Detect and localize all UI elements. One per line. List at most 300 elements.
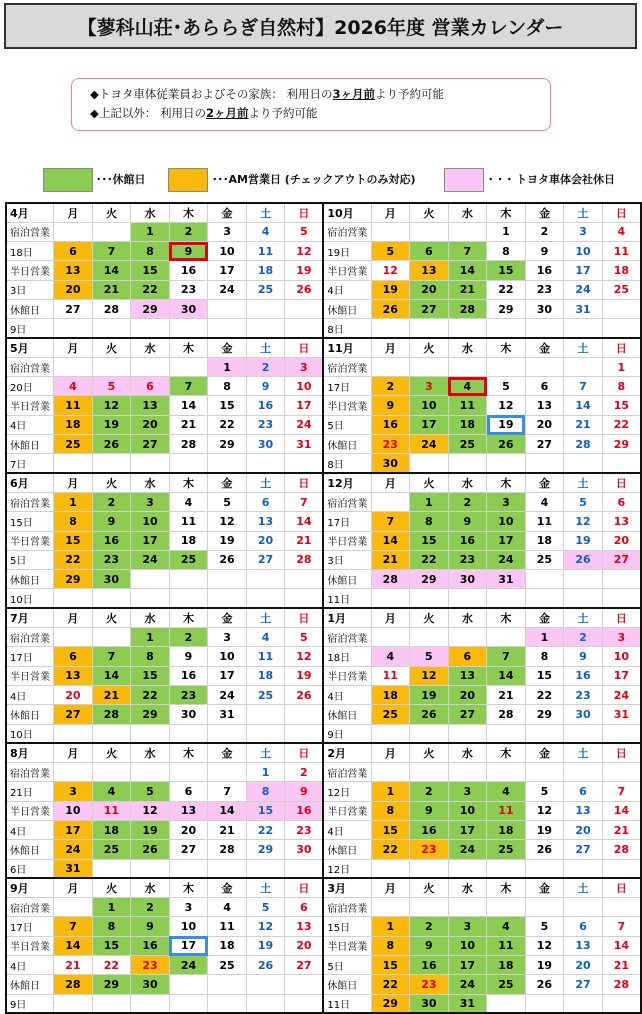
weekday-header: 水	[131, 608, 170, 627]
day-cell: 2	[371, 377, 410, 396]
day-cell: 2	[564, 628, 603, 647]
legend-am-swatch	[168, 168, 208, 192]
day-cell: 3	[564, 222, 603, 241]
day-cell: 14	[371, 531, 410, 550]
day-cell: 5	[371, 242, 410, 261]
empty-cell	[448, 859, 487, 878]
empty-cell	[487, 589, 526, 608]
day-cell: 30	[410, 994, 449, 1013]
day-cell: 18	[246, 261, 285, 280]
empty-cell	[131, 589, 170, 608]
day-cell: 6	[602, 492, 641, 511]
empty-cell	[487, 357, 526, 376]
day-cell: 8	[602, 377, 641, 396]
empty-cell	[602, 994, 641, 1013]
empty-cell	[131, 724, 170, 743]
day-cell: 29	[487, 299, 526, 318]
day-cell: 26	[246, 956, 285, 975]
empty-cell	[285, 589, 324, 608]
reservation-notice	[71, 78, 551, 131]
empty-cell	[371, 589, 410, 608]
day-cell: 21	[92, 280, 131, 299]
day-cell: 3	[208, 222, 247, 241]
day-cell: 23	[92, 550, 131, 569]
day-cell: 29	[208, 435, 247, 454]
weekday-header: 土	[246, 473, 285, 492]
row-label: 8日	[323, 319, 371, 338]
day-cell: 21	[54, 956, 93, 975]
empty-cell	[371, 319, 410, 338]
day-cell: 15	[371, 956, 410, 975]
empty-cell	[525, 357, 564, 376]
day-cell: 24	[448, 975, 487, 994]
empty-cell	[410, 763, 449, 782]
row-label: 休館日	[323, 840, 371, 859]
legend-am-label: ･･･AM営業日 (チェックアウトのみ対応)	[212, 173, 416, 186]
empty-cell	[410, 454, 449, 473]
empty-cell	[246, 454, 285, 473]
weekday-header: 月	[54, 473, 93, 492]
day-cell: 7	[371, 512, 410, 531]
day-cell: 15	[525, 666, 564, 685]
weekday-header: 月	[54, 338, 93, 357]
row-label: 9日	[323, 724, 371, 743]
day-cell: 5	[525, 782, 564, 801]
day-cell: 15	[208, 396, 247, 415]
empty-cell	[54, 628, 93, 647]
day-cell: 29	[525, 705, 564, 724]
day-cell: 23	[131, 956, 170, 975]
day-cell: 30	[371, 454, 410, 473]
empty-cell	[448, 763, 487, 782]
row-label: 宿泊営業	[323, 898, 371, 917]
day-cell: 31	[448, 994, 487, 1013]
day-cell: 1	[525, 628, 564, 647]
weekday-header: 日	[285, 203, 324, 222]
empty-cell	[169, 357, 208, 376]
weekday-header: 火	[92, 473, 131, 492]
day-cell: 29	[92, 975, 131, 994]
weekday-header: 日	[285, 743, 324, 762]
day-cell: 28	[208, 840, 247, 859]
day-cell: 17	[285, 396, 324, 415]
day-cell: 31	[54, 859, 93, 878]
day-cell: 28	[371, 570, 410, 589]
empty-cell	[564, 859, 603, 878]
day-cell: 24	[487, 550, 526, 569]
legend-closed-swatch	[43, 168, 93, 192]
day-cell: 27	[448, 705, 487, 724]
row-label: 半日営業	[6, 531, 54, 550]
day-cell: 10	[410, 396, 449, 415]
day-cell: 13	[54, 261, 93, 280]
row-label: 4日	[323, 685, 371, 704]
day-cell: 22	[92, 956, 131, 975]
day-cell: 16	[246, 396, 285, 415]
row-label: 5日	[323, 415, 371, 434]
empty-cell	[54, 357, 93, 376]
day-cell: 4	[92, 782, 131, 801]
day-cell: 16	[410, 956, 449, 975]
weekday-header: 金	[525, 473, 564, 492]
day-cell: 1	[54, 492, 93, 511]
day-cell: 20	[525, 415, 564, 434]
row-label: 休館日	[6, 435, 54, 454]
day-cell: 29	[410, 570, 449, 589]
row-label: 宿泊営業	[6, 357, 54, 376]
day-cell: 25	[487, 975, 526, 994]
day-cell: 16	[285, 801, 324, 820]
day-cell: 5	[246, 898, 285, 917]
row-label: 10日	[6, 724, 54, 743]
day-cell: 13	[525, 396, 564, 415]
weekday-header: 水	[131, 473, 170, 492]
empty-cell	[54, 319, 93, 338]
day-cell: 13	[410, 261, 449, 280]
day-cell: 14	[92, 666, 131, 685]
row-label: 休館日	[6, 570, 54, 589]
row-label: 5日	[6, 550, 54, 569]
empty-cell	[448, 454, 487, 473]
day-cell: 29	[54, 570, 93, 589]
day-cell: 5	[525, 917, 564, 936]
weekday-header: 土	[564, 878, 603, 897]
day-cell: 26	[487, 435, 526, 454]
weekday-header: 土	[564, 608, 603, 627]
notice-line-employees: ◆トヨタ車体従業員およびその家族： 利用日の3ヶ月前より予約可能	[90, 87, 445, 101]
empty-cell	[410, 589, 449, 608]
month-label: 3月	[323, 878, 371, 897]
day-cell: 19	[246, 936, 285, 955]
empty-cell	[92, 357, 131, 376]
day-cell: 24	[208, 280, 247, 299]
day-cell: 9	[410, 801, 449, 820]
weekday-header: 土	[246, 608, 285, 627]
row-label: 17日	[323, 377, 371, 396]
empty-cell	[410, 898, 449, 917]
day-cell: 24	[208, 685, 247, 704]
weekday-header: 日	[602, 878, 641, 897]
weekday-header: 金	[208, 473, 247, 492]
day-cell: 2	[131, 898, 170, 917]
day-cell: 11	[525, 512, 564, 531]
day-cell: 18	[448, 415, 487, 434]
empty-cell	[208, 994, 247, 1013]
day-cell: 23	[448, 550, 487, 569]
day-cell: 22	[602, 415, 641, 434]
empty-cell	[564, 357, 603, 376]
empty-cell	[246, 319, 285, 338]
empty-cell	[54, 589, 93, 608]
weekday-header: 日	[285, 608, 324, 627]
empty-cell	[285, 724, 324, 743]
day-cell: 18	[371, 685, 410, 704]
empty-cell	[131, 319, 170, 338]
day-cell: 30	[169, 299, 208, 318]
day-cell: 11	[448, 396, 487, 415]
day-cell: 5	[410, 647, 449, 666]
day-cell: 1	[487, 222, 526, 241]
empty-cell	[285, 975, 324, 994]
weekday-header: 火	[410, 878, 449, 897]
weekday-header: 土	[564, 338, 603, 357]
day-cell: 20	[246, 531, 285, 550]
legend-holiday-swatch	[444, 168, 484, 192]
day-cell: 9	[285, 782, 324, 801]
weekday-header: 土	[564, 203, 603, 222]
day-cell: 25	[371, 705, 410, 724]
day-cell: 20	[54, 280, 93, 299]
day-cell: 19	[285, 666, 324, 685]
weekday-header: 日	[602, 203, 641, 222]
day-cell: 30	[525, 299, 564, 318]
day-cell: 24	[602, 685, 641, 704]
row-label: 休館日	[323, 570, 371, 589]
weekday-header: 木	[169, 338, 208, 357]
day-cell: 17	[54, 821, 93, 840]
day-cell: 11	[54, 396, 93, 415]
day-cell: 11	[246, 242, 285, 261]
row-label: 7日	[6, 454, 54, 473]
empty-cell	[602, 589, 641, 608]
empty-cell	[246, 724, 285, 743]
empty-cell	[208, 454, 247, 473]
day-cell: 16	[92, 531, 131, 550]
weekday-header: 金	[208, 743, 247, 762]
day-cell: 6	[54, 647, 93, 666]
row-label: 17日	[323, 512, 371, 531]
empty-cell	[169, 589, 208, 608]
day-cell: 17	[602, 666, 641, 685]
day-cell: 27	[525, 435, 564, 454]
day-cell: 30	[564, 705, 603, 724]
row-label: 17日	[6, 647, 54, 666]
day-cell: 6	[169, 782, 208, 801]
weekday-header: 火	[92, 608, 131, 627]
day-cell: 10	[564, 242, 603, 261]
row-label: 4日	[6, 685, 54, 704]
day-cell: 4	[371, 647, 410, 666]
day-cell: 7	[92, 242, 131, 261]
day-cell: 19	[487, 415, 526, 434]
weekday-header: 日	[285, 473, 324, 492]
empty-cell	[602, 898, 641, 917]
row-label: 17日	[6, 917, 54, 936]
day-cell: 31	[602, 705, 641, 724]
day-cell: 22	[525, 685, 564, 704]
day-cell: 4	[602, 222, 641, 241]
day-cell: 11	[92, 801, 131, 820]
empty-cell	[487, 628, 526, 647]
day-cell: 31	[208, 705, 247, 724]
row-label: 休館日	[323, 435, 371, 454]
day-cell: 5	[208, 492, 247, 511]
day-cell: 22	[371, 840, 410, 859]
day-cell: 5	[487, 377, 526, 396]
day-cell: 11	[487, 936, 526, 955]
day-cell: 20	[564, 956, 603, 975]
day-cell: 24	[410, 435, 449, 454]
empty-cell	[371, 898, 410, 917]
row-label: 19日	[323, 242, 371, 261]
day-cell: 3	[208, 628, 247, 647]
empty-cell	[92, 763, 131, 782]
row-label: 半日営業	[323, 531, 371, 550]
weekday-header: 日	[285, 878, 324, 897]
row-label: 半日営業	[6, 936, 54, 955]
empty-cell	[371, 763, 410, 782]
day-cell: 25	[525, 550, 564, 569]
day-cell: 14	[92, 261, 131, 280]
day-cell: 2	[525, 222, 564, 241]
day-cell: 17	[448, 821, 487, 840]
row-label: 12日	[323, 859, 371, 878]
row-label: 宿泊営業	[6, 492, 54, 511]
empty-cell	[131, 357, 170, 376]
empty-cell	[92, 859, 131, 878]
weekday-header: 月	[54, 743, 93, 762]
empty-cell	[448, 898, 487, 917]
empty-cell	[54, 222, 93, 241]
day-cell: 23	[525, 280, 564, 299]
weekday-header: 木	[169, 608, 208, 627]
day-cell: 1	[371, 917, 410, 936]
day-cell: 15	[371, 821, 410, 840]
day-cell: 18	[525, 531, 564, 550]
weekday-header: 水	[131, 743, 170, 762]
empty-cell	[448, 222, 487, 241]
day-cell: 6	[246, 492, 285, 511]
day-cell: 12	[92, 396, 131, 415]
empty-cell	[602, 319, 641, 338]
day-cell: 31	[285, 435, 324, 454]
day-cell: 13	[564, 936, 603, 955]
weekday-header: 日	[602, 608, 641, 627]
empty-cell	[525, 898, 564, 917]
empty-cell	[54, 898, 93, 917]
empty-cell	[169, 570, 208, 589]
day-cell: 10	[208, 647, 247, 666]
day-cell: 6	[564, 782, 603, 801]
day-cell: 1	[371, 782, 410, 801]
day-cell: 30	[246, 435, 285, 454]
day-cell: 26	[525, 975, 564, 994]
day-cell: 10	[487, 512, 526, 531]
empty-cell	[169, 454, 208, 473]
day-cell: 16	[448, 531, 487, 550]
row-label: 15日	[323, 917, 371, 936]
day-cell: 12	[208, 512, 247, 531]
empty-cell	[371, 222, 410, 241]
day-cell: 3	[169, 898, 208, 917]
weekday-header: 水	[448, 338, 487, 357]
day-cell: 15	[54, 531, 93, 550]
day-cell: 13	[246, 512, 285, 531]
weekday-header: 木	[169, 743, 208, 762]
empty-cell	[525, 994, 564, 1013]
day-cell: 17	[410, 415, 449, 434]
month-label: 5月	[6, 338, 54, 357]
empty-cell	[602, 454, 641, 473]
day-cell: 12	[410, 666, 449, 685]
day-cell: 9	[246, 377, 285, 396]
day-cell: 28	[564, 435, 603, 454]
day-cell: 31	[487, 570, 526, 589]
weekday-header: 土	[246, 878, 285, 897]
day-cell: 28	[602, 975, 641, 994]
weekday-header: 金	[208, 608, 247, 627]
empty-cell	[92, 994, 131, 1013]
day-cell: 30	[169, 705, 208, 724]
day-cell: 29	[131, 299, 170, 318]
day-cell: 31	[564, 299, 603, 318]
weekday-header: 金	[208, 878, 247, 897]
weekday-header: 日	[285, 338, 324, 357]
day-cell: 21	[448, 280, 487, 299]
weekday-header: 金	[525, 878, 564, 897]
day-cell: 27	[54, 705, 93, 724]
empty-cell	[371, 628, 410, 647]
row-label: 4日	[323, 821, 371, 840]
day-cell: 25	[208, 956, 247, 975]
empty-cell	[564, 589, 603, 608]
empty-cell	[169, 724, 208, 743]
empty-cell	[564, 570, 603, 589]
day-cell: 19	[131, 821, 170, 840]
day-cell: 17	[448, 956, 487, 975]
day-cell: 3	[285, 357, 324, 376]
weekday-header: 木	[487, 878, 526, 897]
day-cell: 12	[285, 647, 324, 666]
empty-cell	[208, 859, 247, 878]
day-cell: 4	[246, 222, 285, 241]
row-label: 11日	[323, 589, 371, 608]
day-cell: 28	[54, 975, 93, 994]
day-cell: 3	[54, 782, 93, 801]
empty-cell	[246, 859, 285, 878]
row-label: 20日	[6, 377, 54, 396]
row-label: 10日	[6, 589, 54, 608]
weekday-header: 水	[448, 743, 487, 762]
weekday-header: 火	[92, 203, 131, 222]
day-cell: 19	[92, 415, 131, 434]
day-cell: 7	[448, 242, 487, 261]
empty-cell	[410, 222, 449, 241]
day-cell: 27	[564, 975, 603, 994]
empty-cell	[525, 454, 564, 473]
day-cell: 11	[169, 512, 208, 531]
weekday-header: 月	[371, 203, 410, 222]
row-label: 3日	[323, 550, 371, 569]
day-cell: 26	[564, 550, 603, 569]
row-label: 半日営業	[6, 396, 54, 415]
day-cell: 16	[169, 261, 208, 280]
day-cell: 10	[54, 801, 93, 820]
row-label: 宿泊営業	[323, 357, 371, 376]
day-cell: 23	[564, 685, 603, 704]
day-cell: 4	[54, 377, 93, 396]
empty-cell	[448, 319, 487, 338]
day-cell: 21	[208, 821, 247, 840]
weekday-header: 水	[448, 473, 487, 492]
day-cell: 23	[371, 435, 410, 454]
empty-cell	[525, 763, 564, 782]
row-label: 宿泊営業	[323, 763, 371, 782]
day-cell: 10	[448, 801, 487, 820]
day-cell: 1	[92, 898, 131, 917]
day-cell: 28	[92, 299, 131, 318]
row-label: 4日	[323, 280, 371, 299]
